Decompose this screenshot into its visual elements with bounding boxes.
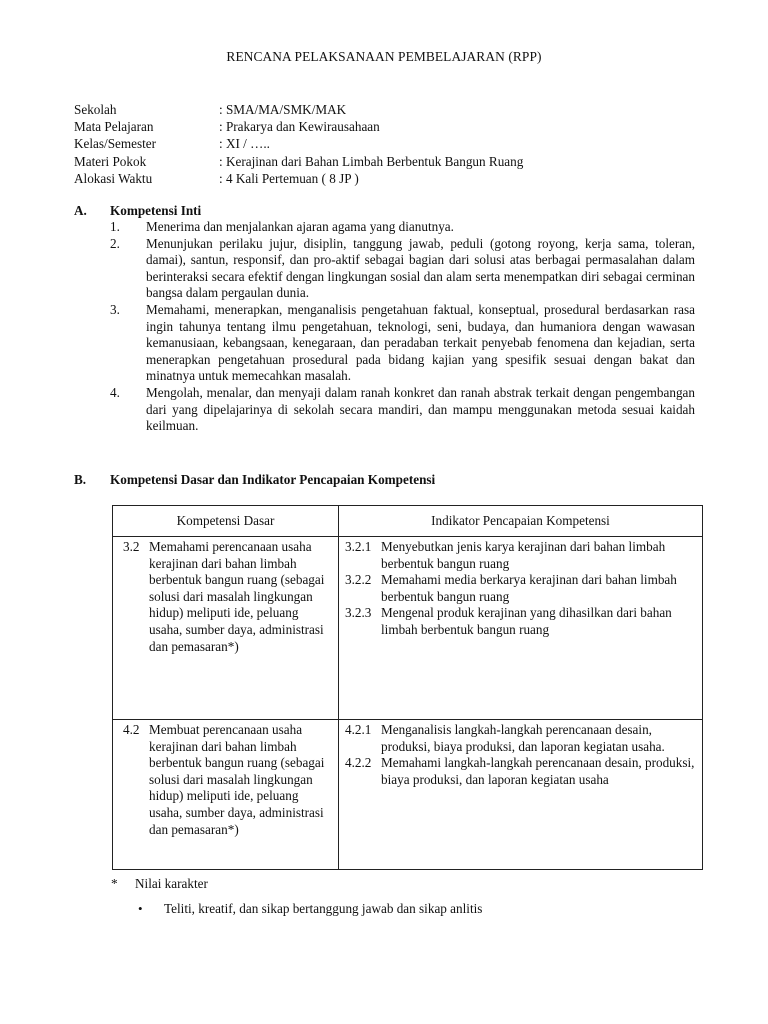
indicator-number: 3.2.3 xyxy=(345,605,372,621)
identity-label: Kelas/Semester xyxy=(74,136,157,152)
indicator-text: Memahami langkah-langkah perencanaan desain, produksi, biaya produksi, dan laporan kegiatan usaha xyxy=(381,755,695,787)
table-header-ipk: Indikator Pencapaian Kompetensi xyxy=(339,506,703,537)
kd-cell xyxy=(113,537,339,720)
indicator-text: Mengenal produk kerajinan yang dihasilkan dari bahan limbah berbentuk bangun ruang xyxy=(381,605,672,637)
identity-value: : 4 Kali Pertemuan ( 8 JP ) xyxy=(219,170,359,186)
indicator-item xyxy=(345,755,698,788)
note-text: Nilai karakter xyxy=(135,876,208,891)
competence-table xyxy=(112,505,703,870)
section-b-heading xyxy=(74,472,435,489)
list-text: Menunjukan perilaku jujur, disiplin, tanggung jawab, peduli (gotong royong, kerja sama, toleran, damai), santun, responsif, dan pro-aktif sebagai bagian dari solusi atas berbagai permasalahan dalam berinteraksi secara efektif dengan lingkungan sosial dan alam serta menempatkan diri sebagai cerminan bangsa dalam pergaulan dunia. xyxy=(146,235,695,301)
kd-number: 4.2 xyxy=(123,722,140,737)
ipk-cell xyxy=(339,537,703,720)
list-item xyxy=(110,302,695,385)
kd-cell xyxy=(113,720,339,870)
list-text: Mengolah, menalar, dan menyaji dalam ranah konkret dan ranah abstrak terkait dengan pengembangan dari yang dipelajarinya di sekolah secara mandiri, dan mampu menggunakan metoda sesuai kaidah keilmuan. xyxy=(146,384,695,434)
identity-value: : SMA/MA/SMK/MAK xyxy=(219,102,347,117)
list-text: Menerima dan menjalankan ajaran agama yang dianutnya. xyxy=(146,219,454,234)
identity-value: : XI / ….. xyxy=(219,136,270,152)
identity-row-topic xyxy=(74,154,694,171)
kd-text: Membuat perencanaan usaha kerajinan dari bahan limbah berbentuk bangun ruang (sebagai solusi dari masalah lingkungan hidup) meliputi ide, peluang usaha, sumber daya, administrasi dan pemasaran*) xyxy=(149,722,325,837)
identity-row-class xyxy=(74,136,694,153)
kd-text: Memahami perencanaan usaha kerajinan dari bahan limbah berbentuk bangun ruang (sebagai solusi dari masalah lingkungan hidup) meliputi ide, peluang usaha, sumber daya, administrasi dan pemasaran*) xyxy=(149,539,325,654)
identity-label: Mata Pelajaran xyxy=(74,119,154,135)
indicator-item xyxy=(345,539,698,572)
table-header-kd: Kompetensi Dasar xyxy=(113,506,339,537)
indicator-number: 4.2.1 xyxy=(345,722,372,737)
identity-label: Alokasi Waktu xyxy=(74,170,153,186)
document-title: RENCANA PELAKSANAAN PEMBELAJARAN (RPP) xyxy=(226,49,542,64)
identity-value: : Kerajinan dari Bahan Limbah Berbentuk Bangun Ruang xyxy=(219,153,524,169)
identity-label: Sekolah xyxy=(74,102,117,117)
list-number: 2. xyxy=(110,235,120,251)
indicator-item xyxy=(345,722,698,755)
section-a-heading xyxy=(74,203,201,220)
list-text: Memahami, menerapkan, menganalisis pengetahuan faktual, konseptual, prosedural berdasarkan rasa ingin tahunya tentang ilmu pengetahuan, teknologi, seni, budaya, dan humaniora dengan wawasan kemanusiaan, kebangsaan, kenegaraan, dan peradaban terkait penyebab fenomena dan kejadian, serta menerapkan pengetahuan prosedural pada bidang kajian yang spesifik sesuai dengan bakat dan minatnya untuk memecahkan masalah. xyxy=(146,301,695,384)
section-letter: B. xyxy=(74,472,87,487)
identity-row-time xyxy=(74,171,694,188)
list-number: 1. xyxy=(110,219,120,234)
list-number: 3. xyxy=(110,301,120,317)
note-marker: * xyxy=(111,876,118,891)
section-letter: A. xyxy=(74,203,87,218)
identity-block xyxy=(74,102,694,188)
table-header-row xyxy=(113,506,703,537)
section-title: Kompetensi Dasar dan Indikator Pencapaian Kompetensi xyxy=(110,472,436,487)
list-item xyxy=(110,385,695,435)
identity-row-subject xyxy=(74,119,694,136)
indicator-item xyxy=(345,605,698,638)
identity-row-school xyxy=(74,102,694,119)
core-competence-list xyxy=(110,219,695,435)
table-row xyxy=(113,720,703,870)
bullet-icon: • xyxy=(138,901,143,916)
identity-label: Materi Pokok xyxy=(74,153,147,169)
list-item xyxy=(110,236,695,302)
indicator-text: Menganalisis langkah-langkah perencanaan desain, produksi, biaya produksi, dan laporan kegiatan usaha. xyxy=(381,722,665,754)
indicator-text: Memahami media berkarya kerajinan dari bahan limbah berbentuk bangun ruang xyxy=(381,572,677,604)
section-title: Kompetensi Inti xyxy=(110,203,202,218)
character-note xyxy=(111,876,208,893)
character-bullet xyxy=(138,901,482,918)
indicator-text: Menyebutkan jenis karya kerajinan dari bahan limbah berbentuk bangun ruang xyxy=(381,539,666,571)
list-item xyxy=(110,219,695,236)
indicator-number: 3.2.2 xyxy=(345,572,372,588)
indicator-item xyxy=(345,572,698,605)
indicator-number: 3.2.1 xyxy=(345,539,372,554)
list-number: 4. xyxy=(110,384,120,400)
indicator-number: 4.2.2 xyxy=(345,755,372,771)
bullet-text: Teliti, kreatif, dan sikap bertanggung jawab dan sikap anlitis xyxy=(164,901,483,916)
table-row xyxy=(113,537,703,720)
identity-value: : Prakarya dan Kewirausahaan xyxy=(219,119,380,135)
ipk-cell xyxy=(339,720,703,870)
kd-number: 3.2 xyxy=(123,539,140,554)
